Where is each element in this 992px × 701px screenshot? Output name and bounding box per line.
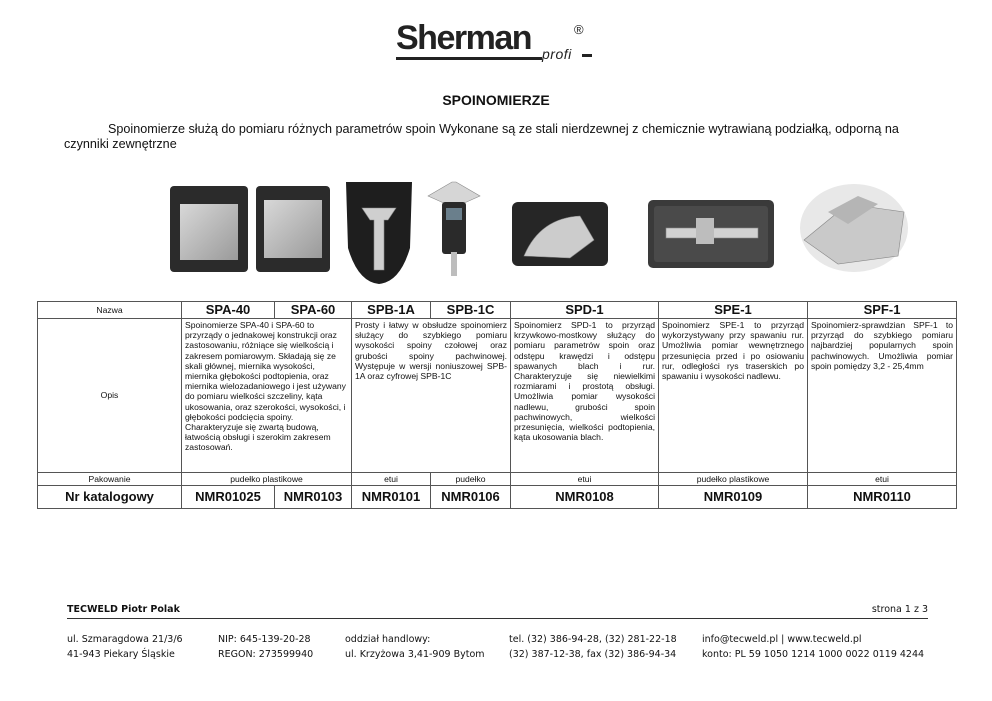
logo-dash xyxy=(582,54,592,57)
photo-spd-1 xyxy=(510,200,610,268)
pack-spb-1c: pudełko xyxy=(431,473,511,486)
sherman-logo xyxy=(396,18,606,68)
photo-spa-60 xyxy=(256,186,330,272)
pack-spe-1: pudełko plastikowe xyxy=(659,473,808,486)
pack-spf-1: etui xyxy=(808,473,957,486)
bank-account: konto: PL 59 1050 1214 1000 0022 0119 4244 xyxy=(702,649,925,660)
pack-spa: pudełko plastikowe xyxy=(182,473,352,486)
catalog-spf-1: NMR0110 xyxy=(808,486,957,509)
name-spa-60: SPA-60 xyxy=(275,302,352,319)
spec-table xyxy=(37,301,957,509)
phone-line-1: tel. (32) 386-94-28, (32) 281-22-18 xyxy=(509,634,677,645)
footer-address xyxy=(67,632,183,662)
logo-sub-text: profi xyxy=(542,46,572,62)
address-line-1: ul. Szmaragdowa 21/3/6 xyxy=(67,634,183,645)
photo-spb-1c xyxy=(422,178,486,278)
branch-label: oddział handlowy: xyxy=(345,634,431,645)
table-row-pack xyxy=(38,473,957,486)
photo-spb-1a xyxy=(340,178,418,286)
nip: NIP: 645-139-20-28 xyxy=(218,634,311,645)
footer-contact xyxy=(702,632,924,662)
photo-spe-1 xyxy=(646,194,776,272)
phone-line-2: (32) 387-12-38, fax (32) 386-94-34 xyxy=(509,649,677,660)
logo-underline xyxy=(396,57,542,60)
product-photos xyxy=(170,178,915,288)
catalog-spa-40: NMR01025 xyxy=(182,486,275,509)
desc-spf: Spoinomierz-sprawdzian SPF-1 to przyrząd do szybkiego pomiaru najbardziej popularnych spoin pachwinowych. Umożliwia pomiar spoin pomiędzy 3,2 - 25,4mm xyxy=(808,319,957,473)
pack-spb-1a: etui xyxy=(352,473,431,486)
photo-spf-1 xyxy=(798,182,910,274)
page-number: strona 1 z 3 xyxy=(871,604,928,615)
email-website[interactable]: info@tecweld.pl | www.tecweld.pl xyxy=(702,634,862,645)
row-label-desc: Opis xyxy=(38,319,182,473)
name-spf-1: SPF-1 xyxy=(808,302,957,319)
catalog-spa-60: NMR0103 xyxy=(275,486,352,509)
footer-company: TECWELD Piotr Polak xyxy=(67,604,180,615)
footer-branch xyxy=(345,632,485,662)
row-label-name: Nazwa xyxy=(38,302,182,319)
footer-phones xyxy=(509,632,677,662)
name-spa-40: SPA-40 xyxy=(182,302,275,319)
logo-main-text: Sherman xyxy=(396,19,531,57)
photo-spa-40 xyxy=(170,186,248,272)
regon: REGON: 273599940 xyxy=(218,649,314,660)
desc-spe: Spoinomierz SPE-1 to przyrząd wykorzystywany przy spawaniu rur. Umożliwia pomiar wewnętrznego przesunięcia przed i po osiowaniu rur, odległości rys traserskich po spawaniu i wysokości nadlewu. xyxy=(659,319,808,473)
name-spb-1a: SPB-1A xyxy=(352,302,431,319)
desc-spb: Prosty i łatwy w obsłudze spoinomierz służący do szybkiego pomiaru wysokości spoiny czołowej oraz grubości spoiny pachwinowej. Występuje w wersji noniuszowej SPB-1A oraz cyfrowej SPB-1C xyxy=(352,319,511,473)
desc-spd: Spoinomierz SPD-1 to przyrząd krzywkowo-mostkowy służący do pomiaru parametrów spoin oraz odstępu krawędzi i odstępu spawanych blach i rur. Charakteryzuje się niewielkimi rozmiarami i prostotą obsługi. Umożliwia pomiar wysokości nadlewu, grubości spoin pachwinowych, wielkości przesunięcia, wielkości podtopienia, kąta ukosowania blach. xyxy=(511,319,659,473)
desc-spa: Spoinomierze SPA-40 i SPA-60 to przyrządy o jednakowej konstrukcji oraz zastosowaniu, różniące się wielkością i zakresem pomiarowym. Składają się ze skali głównej, miernika wysokości, miernika głębokości podtopienia, oraz miernika wielozadaniowego i jest używany do pomiaru wielkości szczeliny, kąta ukosowania, oraz szerokości, wysokości, i głębokości podcięcia spoiny. Charakteryzuje się zwartą budową, łatwością obsługi i szerokim zakresem zastosowań. xyxy=(182,319,352,473)
branch-address: ul. Krzyżowa 3,41-909 Bytom xyxy=(345,649,485,660)
intro-paragraph: Spoinomierze służą do pomiaru różnych parametrów spoin Wykonane są ze stali nierdzewnej z chemicznie wytrawianą podziałką, odporną na czynniki zewnętrzne xyxy=(64,122,899,151)
row-label-catalog: Nr katalogowy xyxy=(38,486,182,509)
table-row-catalog xyxy=(38,486,957,509)
name-spe-1: SPE-1 xyxy=(659,302,808,319)
table-row-names xyxy=(38,302,957,319)
footer-divider xyxy=(67,618,928,619)
catalog-spb-1c: NMR0106 xyxy=(431,486,511,509)
catalog-spd-1: NMR0108 xyxy=(511,486,659,509)
name-spb-1c: SPB-1C xyxy=(431,302,511,319)
footer-ids xyxy=(218,632,313,662)
row-label-pack: Pakowanie xyxy=(38,473,182,486)
logo-registered-mark: ® xyxy=(574,22,584,37)
catalog-spb-1a: NMR0101 xyxy=(352,486,431,509)
name-spd-1: SPD-1 xyxy=(511,302,659,319)
catalog-spe-1: NMR0109 xyxy=(659,486,808,509)
address-line-2: 41-943 Piekary Śląskie xyxy=(67,649,175,660)
table-row-desc xyxy=(38,319,957,473)
page-title: SPOINOMIERZE xyxy=(442,92,550,108)
pack-spd-1: etui xyxy=(511,473,659,486)
